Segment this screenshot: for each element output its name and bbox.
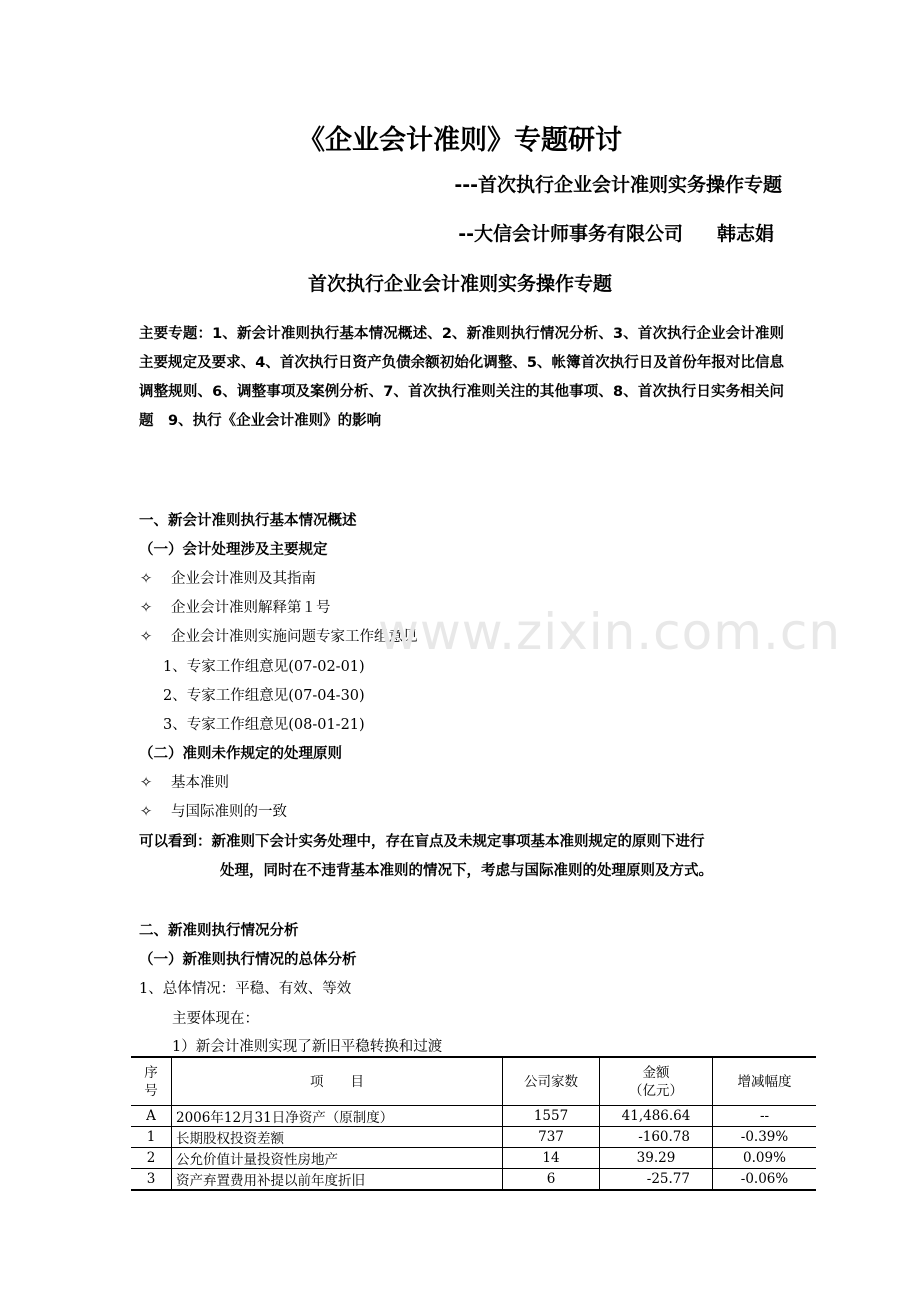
table-row bbox=[131, 1106, 816, 1127]
cell-item: 公允价值计量投资性房地产 bbox=[172, 1148, 503, 1169]
cell-item: 2006年12月31日净资产（原制度） bbox=[172, 1106, 503, 1127]
section1-heading: 一、新会计准则执行基本情况概述 bbox=[139, 513, 357, 529]
conclusion-line: 可以看到：新准则下会计实务处理中，存在盲点及未规定事项基本准则规定的原则下进行 bbox=[139, 834, 705, 850]
bullet-text: 与国际准则的一致 bbox=[171, 804, 287, 820]
cell-item: 长期股权投资差额 bbox=[172, 1127, 503, 1148]
bullet-item bbox=[140, 625, 418, 646]
diamond-bullet-icon: ✧ bbox=[140, 804, 153, 820]
bullet-item bbox=[140, 596, 331, 617]
cell-count: 1557 bbox=[503, 1106, 600, 1127]
cell-amount: -25.77 bbox=[600, 1169, 713, 1191]
table-row bbox=[131, 1148, 816, 1169]
bullet-text: 基本准则 bbox=[171, 775, 229, 791]
cell-seq: 3 bbox=[131, 1169, 172, 1191]
cell-change: -0.39% bbox=[713, 1127, 817, 1148]
diamond-bullet-icon: ✧ bbox=[140, 571, 153, 587]
cell-count: 14 bbox=[503, 1148, 600, 1169]
bullet-text: 企业会计准则及其指南 bbox=[171, 571, 316, 587]
data-table bbox=[131, 1056, 816, 1191]
diamond-bullet-icon: ✧ bbox=[140, 775, 153, 791]
conclusion-line: 处理，同时在不违背基本准则的情况下，考虑与国际准则的处理原则及方式。 bbox=[220, 863, 713, 879]
page-title: 《企业会计准则》专题研讨 bbox=[298, 125, 622, 156]
header-item: 项 目 bbox=[172, 1057, 503, 1106]
table-caption: 1）新会计准则实现了新旧平稳转换和过渡 bbox=[172, 1039, 443, 1055]
section1-sub2: （二）准则未作规定的处理原则 bbox=[139, 746, 342, 762]
organization-name: --大信会计师事务有限公司 bbox=[458, 223, 683, 245]
cell-change: 0.09% bbox=[713, 1148, 817, 1169]
section2-item1: 1、总体情况：平稳、有效、等效 bbox=[139, 981, 352, 997]
section2-sub1: （一）新准则执行情况的总体分析 bbox=[139, 952, 357, 968]
numbered-item: 3、专家工作组意见(08-01-21) bbox=[163, 717, 365, 733]
section2-line-main: 主要体现在： bbox=[172, 1011, 259, 1027]
header-change: 增减幅度 bbox=[713, 1057, 817, 1106]
cell-amount: -160.78 bbox=[600, 1127, 713, 1148]
cell-seq: 1 bbox=[131, 1127, 172, 1148]
header-count: 公司家数 bbox=[503, 1057, 600, 1106]
bullet-text: 企业会计准则实施问题专家工作组意见 bbox=[171, 629, 418, 645]
numbered-item: 1、专家工作组意见(07-02-01) bbox=[163, 659, 365, 675]
cell-count: 6 bbox=[503, 1169, 600, 1191]
author-name: 韩志娟 bbox=[716, 223, 774, 245]
bullet-item bbox=[140, 800, 287, 821]
header-amount: 金额 （亿元） bbox=[600, 1057, 713, 1106]
table-header-row bbox=[131, 1057, 816, 1106]
cell-amount: 41,486.64 bbox=[600, 1106, 713, 1127]
cell-seq: 2 bbox=[131, 1148, 172, 1169]
cell-change: -- bbox=[713, 1106, 817, 1127]
cell-item: 资产弃置费用补提以前年度折旧 bbox=[172, 1169, 503, 1191]
numbered-item: 2、专家工作组意见(07-04-30) bbox=[163, 688, 365, 704]
bullet-item bbox=[140, 567, 316, 588]
bullet-text: 企业会计准则解释第１号 bbox=[171, 600, 331, 616]
cell-count: 737 bbox=[503, 1127, 600, 1148]
bullet-item bbox=[140, 771, 229, 792]
section1-sub1: （一）会计处理涉及主要规定 bbox=[139, 542, 328, 558]
conclusion-paragraph bbox=[139, 828, 789, 886]
watermark: www.zixin.com.cn bbox=[378, 603, 842, 661]
section2-heading: 二、新准则执行情况分析 bbox=[139, 923, 299, 939]
cell-seq: A bbox=[131, 1106, 172, 1127]
subtitle-author-line bbox=[458, 219, 774, 246]
cell-change: -0.06% bbox=[713, 1169, 817, 1191]
diamond-bullet-icon: ✧ bbox=[140, 600, 153, 616]
header-seq: 序 号 bbox=[131, 1057, 172, 1106]
diamond-bullet-icon: ✧ bbox=[140, 629, 153, 645]
cell-amount: 39.29 bbox=[600, 1148, 713, 1169]
table-row bbox=[131, 1127, 816, 1148]
subtitle-topic: ---首次执行企业会计准则实务操作专题 bbox=[454, 174, 782, 196]
summary-paragraph: 主要专题：1、新会计准则执行基本情况概述、2、新准则执行情况分析、3、首次执行企业会计准则主要规定及要求、4、首次执行日资产负债余额初始化调整、5、帐簿首次执行日及首份年报对比信息调整规则、6、调整事项及案例分析、7、首次执行准则关注的其他事项、8、首次执行日实务相关问题 9、执行《企业会计准则》的影响 bbox=[139, 326, 784, 429]
table-row bbox=[131, 1169, 816, 1191]
section-heading: 首次执行企业会计准则实务操作专题 bbox=[307, 273, 612, 295]
